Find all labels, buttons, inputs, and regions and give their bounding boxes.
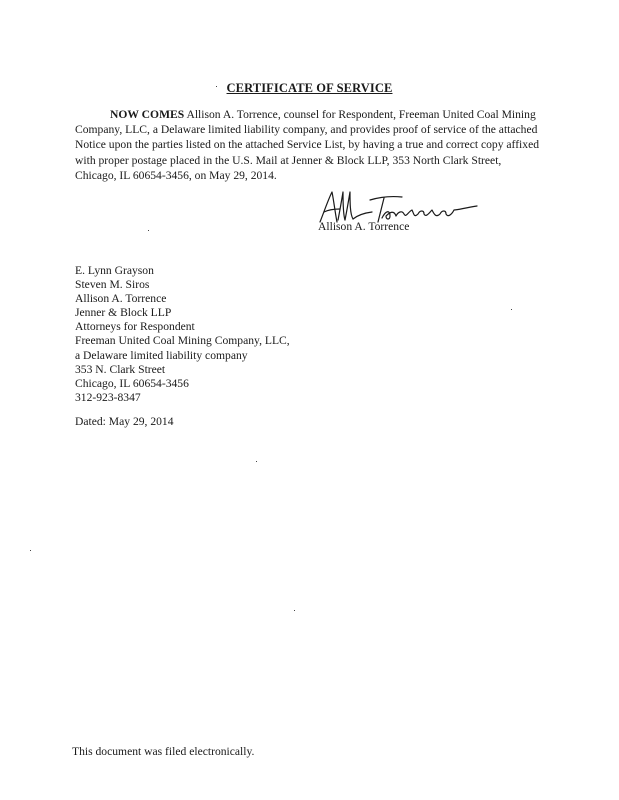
- scan-speck: [294, 610, 295, 611]
- address-line: 312-923-8347: [75, 390, 141, 404]
- address-line: Jenner & Block LLP: [75, 306, 172, 320]
- signer-name: Allison A. Torrence: [318, 220, 410, 233]
- document-title: CERTIFICATE OF SERVICE: [226, 81, 393, 95]
- address-line: E. Lynn Grayson: [75, 264, 154, 277]
- address-line: a Delaware limited liability company: [75, 348, 248, 362]
- scan-speck: [30, 550, 31, 551]
- scan-speck: [216, 86, 217, 87]
- address-line: Attorneys for Respondent: [75, 320, 195, 334]
- address-line: Allison A. Torrence: [75, 292, 167, 306]
- address-line: Chicago, IL 60654-3456: [75, 376, 189, 390]
- address-line: Steven M. Siros: [75, 278, 150, 292]
- scan-speck: [511, 309, 512, 310]
- address-block: [75, 264, 290, 405]
- footer-note: This document was filed electronically.: [72, 745, 255, 758]
- address-line: Freeman United Coal Mining Company, LLC,: [75, 334, 290, 348]
- scan-speck: [256, 461, 257, 462]
- scan-speck: [148, 230, 149, 231]
- service-paragraph: [75, 107, 543, 183]
- address-line: 353 N. Clark Street: [75, 362, 166, 376]
- paragraph-lead: NOW COMES: [110, 108, 185, 121]
- paragraph-text: Allison A. Torrence, counsel for Respondent, Freeman United Coal Mining Company, LLC, a Delaware limited liability company, and provides proof of service of the attached Notice upon the parties listed on the attached Service List, by having a true and correct copy affixed with proper postage placed in the U.S. Mail at Jenner & Block LLP, 353 North Clark Street, Chicago, IL 60654-3456, on May 29, 2014.: [75, 108, 540, 182]
- date-line: Dated: May 29, 2014: [75, 415, 174, 428]
